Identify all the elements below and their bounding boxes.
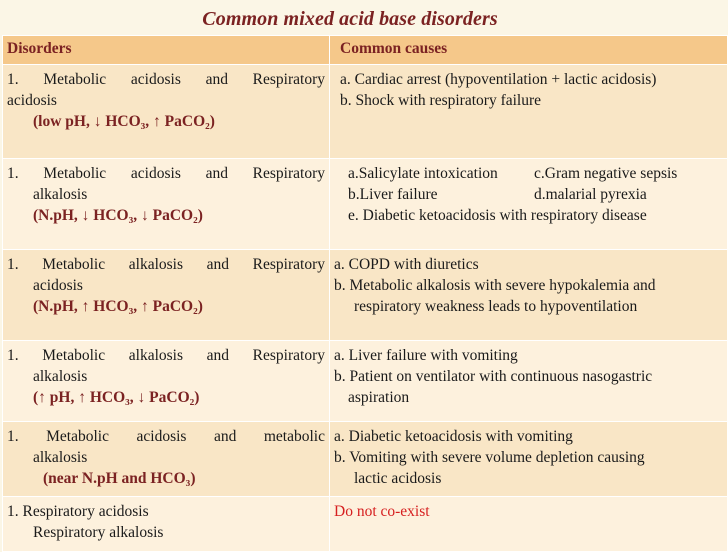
page-title: Common mixed acid base disorders bbox=[202, 8, 498, 30]
causes-cell bbox=[330, 65, 728, 159]
table-header-row bbox=[3, 36, 728, 65]
disorder-cell bbox=[3, 159, 330, 250]
table-row bbox=[3, 65, 728, 159]
cause-item: e. Diabetic ketoacidosis with respiratory disease bbox=[348, 207, 647, 224]
table-row bbox=[3, 250, 728, 341]
causes-cell bbox=[330, 250, 728, 341]
cause-item: a. Diabetic ketoacidosis with vomiting bbox=[334, 428, 573, 445]
disorder-line: alkalosis bbox=[33, 186, 88, 203]
disorder-line: 1. Respiratory acidosis bbox=[7, 503, 149, 520]
cause-item: b.Liver failure bbox=[348, 186, 438, 203]
cause-item: b. Patient on ventilator with continuous nasogastric bbox=[334, 368, 653, 385]
cause-item: b. Metabolic alkalosis with severe hypokalemia and bbox=[334, 277, 656, 294]
table-row bbox=[3, 422, 728, 497]
disorder-line: acidosis bbox=[33, 277, 83, 294]
causes-cell bbox=[330, 341, 728, 422]
cause-item: c.Gram negative sepsis bbox=[534, 165, 678, 182]
disorder-line: 1. Metabolic alkalosis and Respiratory bbox=[7, 256, 325, 273]
disorder-line: alkalosis bbox=[33, 368, 88, 385]
disorder-cell bbox=[3, 497, 330, 552]
table-row bbox=[3, 497, 728, 552]
disorder-line: acidosis bbox=[7, 92, 57, 109]
cause-item: d.malarial pyrexia bbox=[534, 186, 647, 203]
cause-item: a. Liver failure with vomiting bbox=[334, 347, 518, 364]
causes-cell bbox=[330, 422, 728, 497]
cause-line bbox=[348, 184, 723, 205]
disorder-line: Respiratory alkalosis bbox=[33, 524, 164, 541]
header-causes: Common causes bbox=[330, 36, 728, 65]
cause-item: respiratory weakness leads to hypoventilation bbox=[354, 298, 638, 315]
table-row bbox=[3, 159, 728, 250]
disorder-note: (N.pH, ↓ HCO₃, ↓ PaCO₂) bbox=[33, 207, 203, 224]
cause-item: Do not co-exist bbox=[334, 503, 430, 520]
cause-item: b. Vomiting with severe volume depletion causing bbox=[334, 449, 645, 466]
disorder-cell bbox=[3, 341, 330, 422]
cause-item: a. COPD with diuretics bbox=[334, 256, 479, 273]
cause-item: a. Cardiac arrest (hypoventilation + lactic acidosis) bbox=[340, 71, 657, 88]
causes-cell bbox=[330, 159, 728, 250]
disorder-line: 1. Metabolic acidosis and Respiratory bbox=[7, 71, 325, 88]
header-disorders: Disorders bbox=[3, 36, 330, 65]
cause-line bbox=[348, 163, 723, 184]
disorder-line: 1. Metabolic acidosis and Respiratory bbox=[7, 165, 325, 182]
disorder-note: (↑ pH, ↑ HCO₃, ↓ PaCO₂) bbox=[33, 389, 200, 406]
cause-item: aspiration bbox=[348, 389, 410, 406]
disorder-cell bbox=[3, 250, 330, 341]
causes-cell bbox=[330, 497, 728, 552]
disorder-cell bbox=[3, 65, 330, 159]
disorder-note: (N.pH, ↑ HCO₃, ↑ PaCO₂) bbox=[33, 298, 203, 315]
table-row bbox=[3, 341, 728, 422]
disorder-cell bbox=[3, 422, 330, 497]
disorder-line: alkalosis bbox=[33, 449, 88, 466]
disorders-table bbox=[2, 35, 728, 552]
disorder-line: 1. Metabolic alkalosis and Respiratory bbox=[7, 347, 325, 364]
disorder-line: 1. Metabolic acidosis and metabolic bbox=[7, 428, 325, 445]
disorder-note: (near N.pH and HCO₃) bbox=[43, 470, 196, 487]
cause-item: lactic acidosis bbox=[354, 470, 442, 487]
cause-item: b. Shock with respiratory failure bbox=[340, 92, 542, 109]
cause-item: a.Salicylate intoxication bbox=[348, 165, 498, 182]
disorder-note: (low pH, ↓ HCO₃, ↑ PaCO₂) bbox=[33, 113, 215, 130]
